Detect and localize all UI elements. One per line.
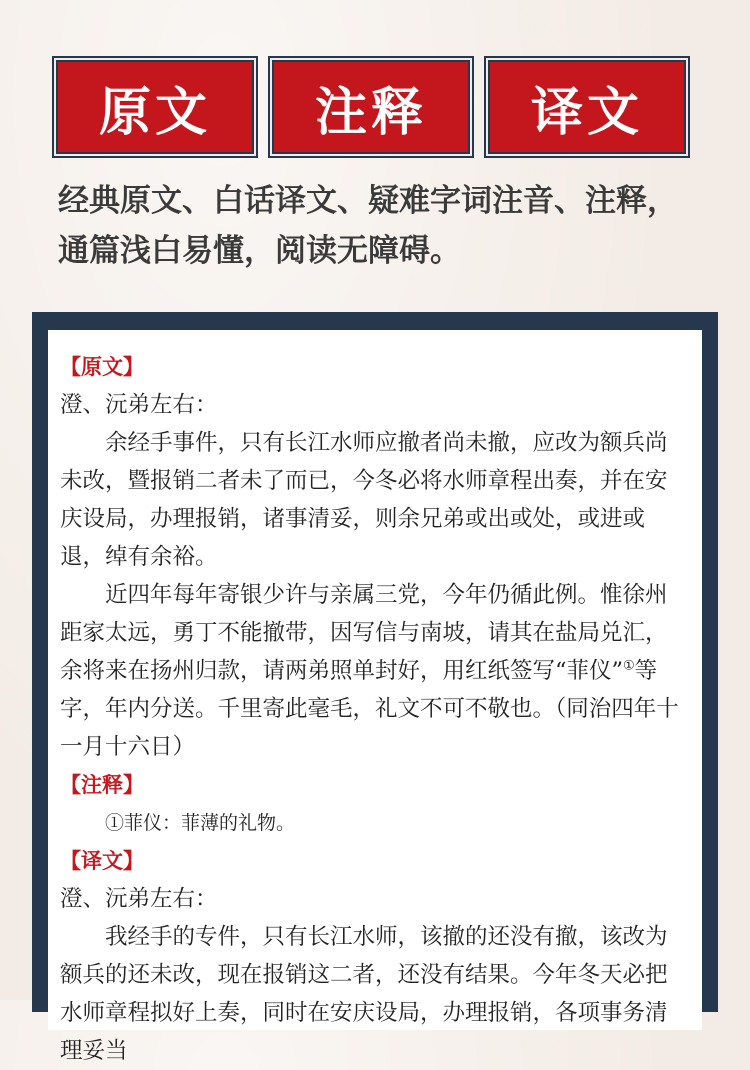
section-heading-translation: 【译文】: [60, 849, 144, 873]
tab-bar: [54, 60, 694, 158]
translation-paragraph-1: 我经手的专件，只有长江水师，该撤的还没有撤，该改为额兵的还未改，现在报销这二者，还没有结果。今年冬天必把水师章程拟好上奏，同时在安庆设局，办理报销，各项事务清理妥当: [60, 924, 668, 1064]
tab-notes: 注释: [272, 60, 470, 154]
intro-text: 经典原文、白话译文、疑难字词注音、注释，通篇浅白易懂，阅读无障碍。: [58, 183, 678, 269]
section-heading-original: 【原文】: [60, 355, 144, 379]
original-paragraph-2-part-b: 等字，年内分送。千里寄此毫毛，礼文不可不敬也。（同治四年十一月十六日）: [60, 658, 679, 760]
book-page-frame: [32, 312, 718, 1064]
tab-original: 原文: [56, 60, 254, 154]
book-page: [48, 330, 702, 1064]
section-heading-notes: 【注释】: [60, 773, 144, 797]
original-paragraph-2-part-a: 近四年每年寄银少许与亲属三党，今年仍循此例。惟徐州距家太远，勇丁不能撤带，因写信与南坡，请其在盐局兑汇，余将来在扬州归款，请两弟照单封好，用红纸签写“菲仪”: [60, 582, 668, 684]
note-item-1: ①菲仪：菲薄的礼物。: [105, 812, 296, 834]
footnote-marker: ①: [623, 658, 635, 674]
original-paragraph-2: [60, 576, 680, 766]
translation-salutation: 澄、沅弟左右：: [60, 886, 218, 912]
tab-translation: 译文: [488, 60, 686, 154]
original-paragraph-1: 余经手事件，只有长江水师应撤者尚未撤，应改为额兵尚未改，暨报销二者未了而已，今冬必将水师章程出奏，并在安庆设局，办理报销，诸事清妥，则余兄弟或出或处，或进或退，绰有余裕。: [60, 430, 668, 570]
original-salutation: 澄、沅弟左右：: [60, 392, 218, 418]
